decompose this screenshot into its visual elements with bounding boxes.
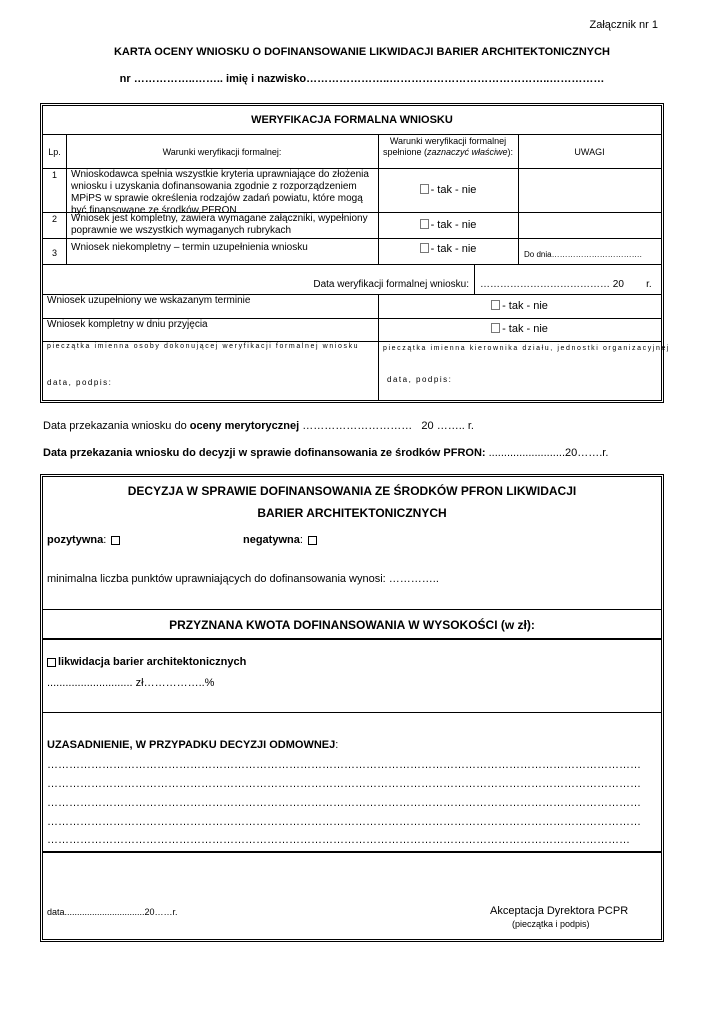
- decision-title-1: DECYZJA W SPRAWIE DOFINANSOWANIA ZE ŚRODKÓW PFRON LIKWIDACJI: [127, 484, 577, 498]
- checkbox-icon[interactable]: [420, 219, 429, 229]
- justification-line[interactable]: ………………………………………………………………………………………………………………………………………………: [47, 797, 641, 809]
- amount-title: PRZYZNANA KWOTA DOFINANSOWANIA W WYSOKOŚCI (w zł):: [169, 618, 535, 632]
- decision-negative[interactable]: negatywna:: [243, 534, 319, 546]
- date-sign-right: data, podpis:: [387, 375, 453, 384]
- justification-line[interactable]: ………………………………………………………………………………………………………………………………………………: [47, 778, 641, 790]
- row3-deadline[interactable]: Do dnia…………………………….: [524, 250, 642, 259]
- justification-label: UZASADNIENIE, W PRZYPADKU DECYZJI ODMOWNEJ:: [47, 739, 339, 751]
- col-lp-header: Lp.: [48, 147, 61, 157]
- checkbox-icon[interactable]: [47, 658, 56, 667]
- supplemented-label: Wniosek uzupełniony we wskazanym terminie: [47, 295, 251, 306]
- barrier-option[interactable]: likwidacja barier architektonicznych: [47, 656, 246, 668]
- row1-lp: 1: [51, 170, 57, 180]
- number-name-line: nr ……………..…….. imię i nazwisko…………………..……………………………………..……………: [119, 73, 605, 85]
- verification-date-label: Data weryfikacji formalnej wniosku:: [313, 279, 469, 290]
- decision-title-2: BARIER ARCHITEKTONICZNYCH: [257, 506, 447, 520]
- justification-line[interactable]: ………………………………………………………………………………………………………………………………………………: [47, 816, 641, 828]
- verification-date-value[interactable]: ………………………………… 20 r.: [480, 279, 652, 290]
- row1-text: Wnioskodawca spełnia wszystkie kryteria uprawniające do złożenia wniosku i uzyskania dofinansowania zgodnie z rozporządzeniem MPiPS w sprawie określenia rodzajów zadań powiatu, które mogą być finansowane ze środków PFRON: [71, 169, 369, 216]
- attachment-label: Załącznik nr 1: [589, 19, 658, 31]
- row1-choice[interactable]: - tak - nie: [378, 184, 518, 196]
- complete-label: Wniosek kompletny w dniu przyjęcia: [47, 319, 208, 330]
- checkbox-icon[interactable]: [420, 184, 429, 194]
- col-conditions-header: Warunki weryfikacji formalnej:: [162, 147, 282, 157]
- merit-transfer-line: Data przekazania wniosku do oceny merytorycznej ………………………… 20 …….. r.: [43, 420, 474, 432]
- row3-lp: 3: [51, 248, 57, 258]
- stamp-and-signature: (pieczątka i podpis): [512, 919, 590, 929]
- director-acceptance: Akceptacja Dyrektora PCPR: [490, 905, 629, 917]
- row3-text: Wniosek niekompletny – termin uzupełnienia wniosku: [71, 242, 308, 253]
- checkbox-icon[interactable]: [491, 323, 500, 333]
- document-title: KARTA OCENY WNIOSKU O DOFINANSOWANIE LIKWIDACJI BARIER ARCHITEKTONICZNYCH: [113, 46, 611, 58]
- amount-line[interactable]: ............................ zł……………..%: [47, 677, 215, 689]
- stamp-left-label: pieczątka imienna osoby dokonującej weryfikacji formalnej wniosku: [47, 343, 360, 350]
- formal-section-title: WERYFIKACJA FORMALNA WNIOSKU: [251, 114, 453, 126]
- decision-date[interactable]: data................................20……r.: [47, 907, 178, 917]
- checkbox-icon[interactable]: [420, 243, 429, 253]
- date-sign-left: data, podpis:: [47, 378, 113, 387]
- supplemented-choice[interactable]: - tak - nie: [378, 300, 661, 312]
- stamp-right-label: pieczątka imienna kierownika działu, jednostki organizacyjnej: [383, 345, 671, 352]
- justification-line[interactable]: ……………………………………………………………………………………………………………………………………………: [47, 834, 630, 846]
- decision-transfer-line: Data przekazania wniosku do decyzji w sprawie dofinansowania ze środków PFRON: .........................20…….r.: [43, 447, 609, 459]
- checkbox-icon[interactable]: [491, 300, 500, 310]
- checkbox-icon[interactable]: [308, 536, 317, 545]
- checkbox-icon[interactable]: [111, 536, 120, 545]
- row2-choice[interactable]: - tak - nie: [378, 219, 518, 231]
- row2-lp: 2: [51, 214, 57, 224]
- col-met-header: Warunki weryfikacji formalnej spełnione (zaznaczyć właściwe):: [382, 136, 514, 157]
- decision-positive[interactable]: pozytywna:: [47, 534, 122, 546]
- col-notes-header: UWAGI: [574, 147, 605, 157]
- row3-choice[interactable]: - tak - nie: [378, 243, 518, 255]
- row2-text: Wniosek jest kompletny, zawiera wymagane załączniki, wypełniony poprawnie we wszystkich wymaganych rubrykach: [71, 213, 368, 236]
- justification-line[interactable]: ………………………………………………………………………………………………………………………………………………: [47, 759, 641, 771]
- complete-choice[interactable]: - tak - nie: [378, 323, 661, 335]
- min-points-line: minimalna liczba punktów uprawniających do dofinansowania wynosi: …………..: [47, 573, 439, 585]
- decision-frame: [40, 474, 664, 942]
